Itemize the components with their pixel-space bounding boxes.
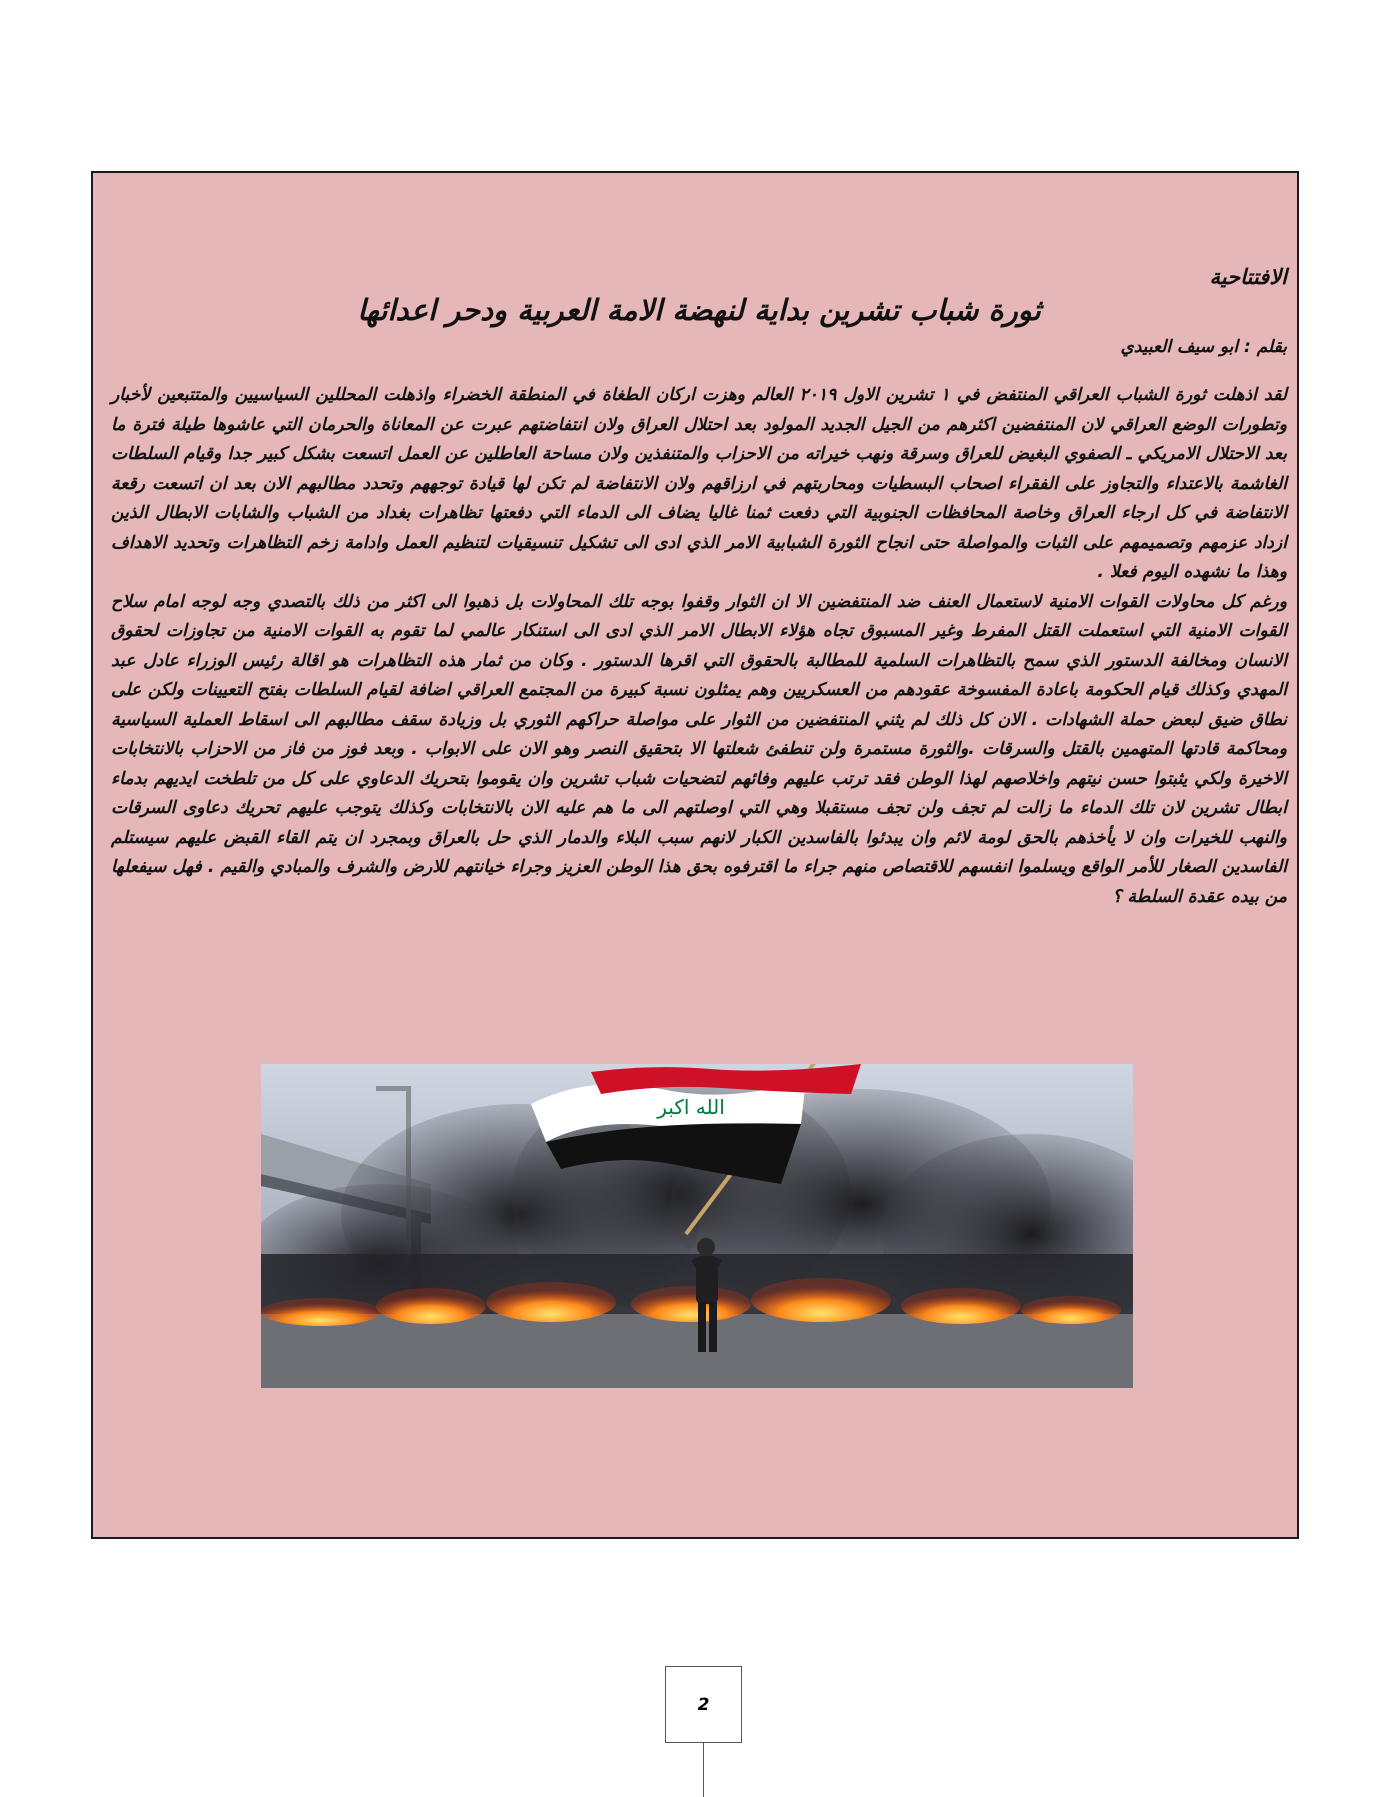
article-paragraph-1: لقد اذهلت ثورة الشباب العراقي المنتفض في ١ تشرين الاول ٢٠١٩ العالم وهزت اركان الطغاة في المنطقة الخضراء واذهلت المحللين السياسيين والمتتبعين لأخبار وتطورات الوضع العراقي لان المنتفضين اكثرهم من الجيل الجديد المولود بعد احتلال العراق ولان انتفاضتهم عبرت عن المعاناة والحرمان التي عاشوها طيلة فترة ما بعد الاحتلال الامريكي ـ الصفوي البغيض للعراق وسرقة ونهب خيراته من الاحزاب والمتنفذين ولان مساحة العاطلين عن العمل اتسعت بشكل كبير جدا وقيام السلطات الغاشمة بالاعتداء والتجاوز على الفقراء اصحاب البسطيات ومحاربتهم في ارزاقهم ولان الانتفاضة لم تكن لها قيادة توجههم وتحدد مطالبهم الان بعد ان اتسعت رقعة الانتفاضة في كل ارجاء العراق وخاصة المحافظات الجنوبية التي دفعت ثمنا غاليا يضاف الى الدماء التي دفعتها تظاهرات بغداد من الشباب والشابات الابطال الذين ازداد عزمهم وتصميمهم على الثبات والمواصلة حتى انجاح الثورة الشبابية الامر الذي ادى الى تشكيل تنسيقيات لتنظيم العمل وادامة زخم التظاهرات وتحديد الاهداف وهذا ما نشهده اليوم فعلا . bbox=[111, 385, 1287, 582]
page-number-connector bbox=[703, 1743, 704, 1797]
article-body bbox=[111, 381, 1287, 912]
editorial-frame bbox=[91, 171, 1299, 1539]
road bbox=[261, 1314, 1133, 1388]
section-label: الافتتاحية bbox=[1209, 265, 1287, 289]
editorial-article bbox=[111, 265, 1287, 912]
article-headline: ثورة شباب تشرين بداية لنهضة الامة العربية ودحر اعدائها bbox=[357, 293, 1041, 327]
page-number-box bbox=[665, 1666, 742, 1743]
flag-inscription: الله اكبر bbox=[657, 1095, 725, 1119]
page-number: 2 bbox=[697, 1694, 710, 1715]
article-paragraph-2: ورغم كل محاولات القوات الامنية لاستعمال العنف ضد المنتفضين الا ان الثوار وقفوا بوجه تلك المحاولات بل ذهبوا الى اكثر من ذلك بالتصدي وجه لوجه امام سلاح القوات الامنية التي استعملت القتل المفرط وغير المسبوق تجاه هؤلاء الابطال الامر الذي ادى الى استنكار عالمي لما تقوم به القوات الامنية من تجاوزات لحقوق الانسان ومخالفة الدستور الذي سمح بالتظاهرات السلمية للمطالبة بالحقوق التي اقرها الدستور . وكان من ثمار هذه التظاهرات هو اقالة رئيس الوزراء عادل عبد المهدي وكذلك قيام الحكومة باعادة المفسوخة عقودهم من العسكريين وهم يمثلون نسبة كبيرة من المجتمع العراقي اضافة لقيام السلطات بفتح التعيينات ولكن على نطاق ضيق لبعض حملة الشهادات . الان كل ذلك لم يثني المنتفضين من الثوار على مواصلة حراكهم الثوري بل وزيادة سقف مطالبهم الى اسقاط العملية السياسية ومحاكمة قادتها المتهمين بالقتل والسرقات .والثورة مستمرة ولن تنطفئ شعلتها الا بتحقيق النصر وهو الان على الابواب . وبعد فوز من فاز من الاحزاب بالانتخابات الاخيرة ولكي يثبتوا حسن نيتهم واخلاصهم لهذا الوطن فقد ترتب عليهم وفائهم لتضحيات شباب تشرين وان يقوموا بتحريك الدعاوي على كل من تلطخت ايديهم بدماء ابطال تشرين لان تلك الدماء ما زالت لم تجف ولن تجف مستقبلا وهي التي اوصلتهم الى ما هم عليه الان بالانتخابات وكذلك يتوجب عليهم تحريك دعاوى السرقات والنهب للخيرات وان لا يأخذهم بالحق لومة لائم وان يبدئوا بالفاسدين الكبار لانهم سبب البلاء والدمار الذي حل بالعراق وبمجرد ان يتم القاء القبض عليهم سيستلم الفاسدين الصغار للأمر الواقع ويسلموا انفسهم للاقتصاص منهم جراء ما اقترفوه بحق هذا الوطن العزيز وجراء خيانتهم للارض والشرف والمبادي والقيم . فهل سيفعلها من بيده عقدة السلطة ؟ bbox=[111, 591, 1287, 907]
protest-photo bbox=[261, 1064, 1133, 1388]
article-byline: بقلم : ابو سيف العبيدي bbox=[1120, 337, 1287, 357]
